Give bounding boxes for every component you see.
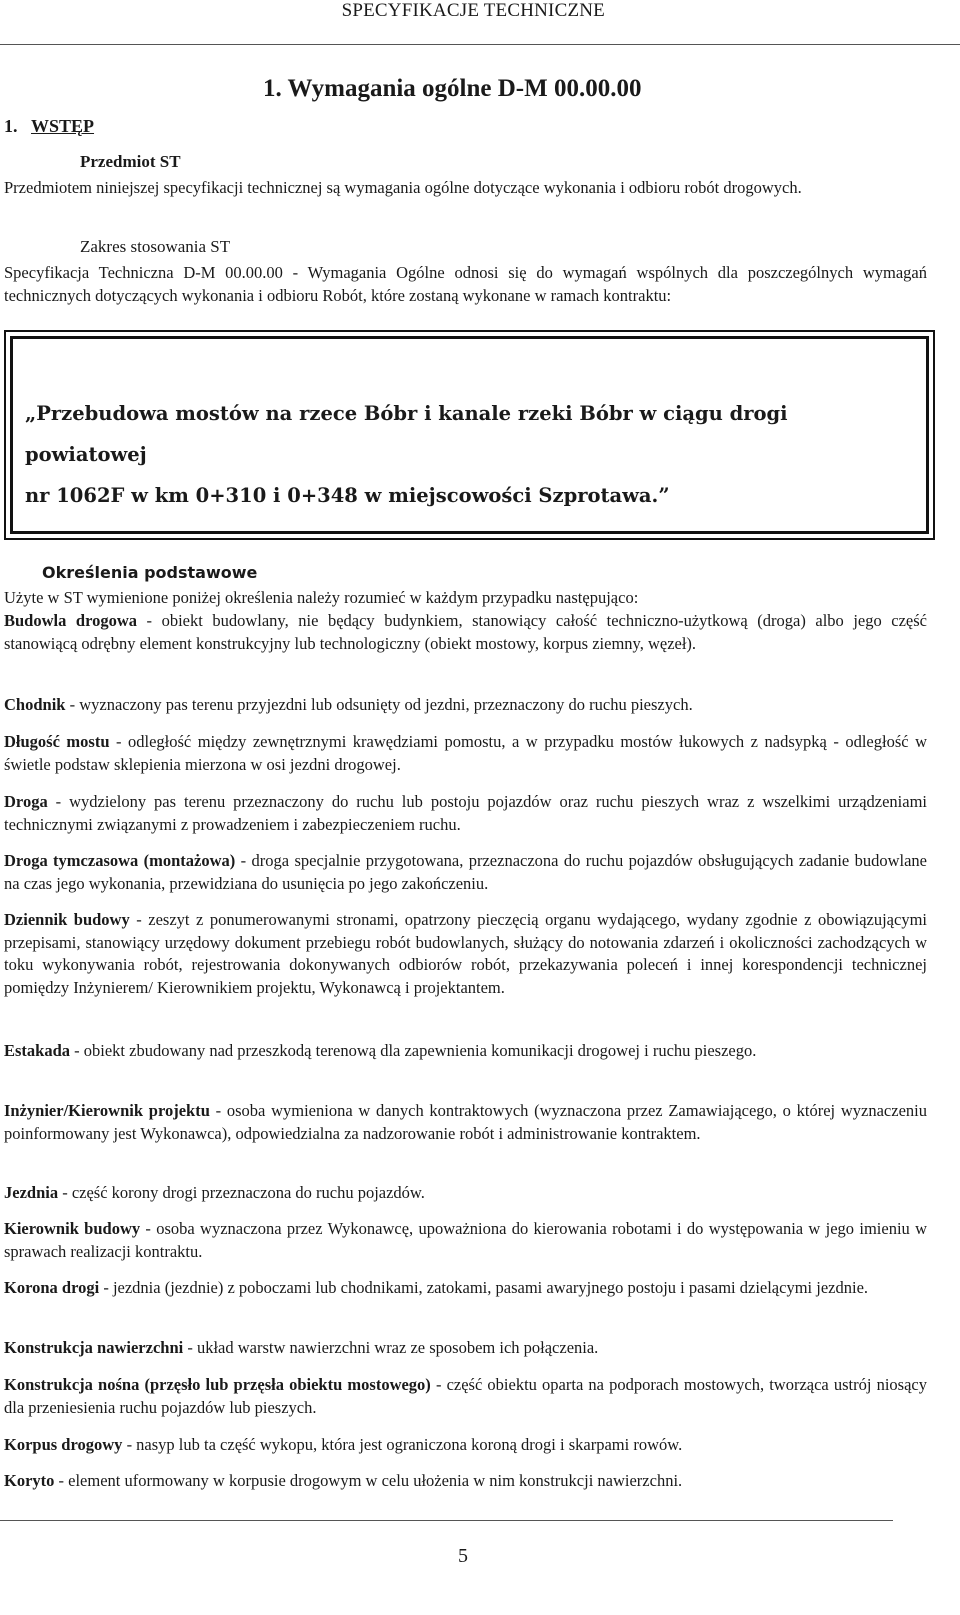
definition-term: Droga xyxy=(4,792,48,811)
definition-term: Chodnik xyxy=(4,695,66,714)
project-name-line-2: nr 1062F w km 0+310 i 0+348 w miejscowości Szprotawa.” xyxy=(25,484,670,507)
definition-term: Konstrukcja nawierzchni xyxy=(4,1338,184,1357)
definition-term: Estakada xyxy=(4,1041,71,1060)
definition-term: Korona drogi xyxy=(4,1278,100,1297)
definition-text: - układ warstw nawierzchni wraz ze sposobem ich połączenia. xyxy=(183,1338,599,1357)
definition-text: - zeszyt z ponumerowanymi stronami, opatrzony pieczęcią organu wydającego, wydany zgodnie z obowiązującymi przepisami, stanowiący urzędowy dokument przebiegu robót budowlanych, służący do notowania zdarzeń i okoliczności zachodzących w toku wykonywania robót, rejestrowania dokonywanych odbiorów robót, przekazywania poleceń i innej korespondencji technicznej pomiędzy Inżynierem/ Kierownikiem projektu, Wykonawcą i projektantem. xyxy=(4,910,927,997)
definition-term: Koryto xyxy=(4,1471,55,1490)
definition-term: Inżynier/Kierownik projektu xyxy=(4,1101,210,1120)
definition-term: Konstrukcja nośna (przęsło lub przęsła obiektu mostowego) xyxy=(4,1375,431,1394)
definition-item xyxy=(4,1374,927,1419)
okreslenia-heading: Określenia podstawowe xyxy=(42,563,258,582)
section-heading xyxy=(4,116,94,137)
definition-term: Droga tymczasowa (montażowa) xyxy=(4,851,236,870)
definition-text: - jezdnia (jezdnie) z poboczami lub chodnikami, zatokami, pasami awaryjnego postoju i pasami dzielącymi jezdnie. xyxy=(99,1278,869,1297)
przedmiot-heading: Przedmiot ST xyxy=(80,152,181,171)
definition-item xyxy=(4,909,927,999)
definition-text: - odległość między zewnętrznymi krawędziami pomostu, a w przypadku mostów łukowych z nadsypką - odległość w świetle podstaw sklepienia mierzona w osi jezdni drogowej. xyxy=(4,732,927,774)
definition-item xyxy=(4,731,927,776)
definition-item xyxy=(4,1040,927,1063)
definition-text: - osoba wymieniona w danych kontraktowych (wyznaczona przez Zamawiającego, o której wyznaczeniu poinformowany jest Wykonawca), odpowiedzialna za nadzorowanie robót i administrowanie kontraktem. xyxy=(4,1101,927,1143)
project-name-line-1: „Przebudowa mostów na rzece Bóbr i kanale rzeki Bóbr w ciągu drogi powiatowej xyxy=(25,402,788,466)
definition-item xyxy=(4,1277,927,1300)
definition-term: Kierownik budowy xyxy=(4,1219,141,1238)
definition-text: - część korony drogi przeznaczona do ruchu pojazdów. xyxy=(58,1183,425,1202)
definition-item xyxy=(4,850,927,895)
zakres-heading: Zakres stosowania ST xyxy=(80,237,231,256)
zakres-text: Specyfikacja Techniczna D-M 00.00.00 - Wymagania Ogólne odnosi się do wymagań wspólnych dla poszczególnych wymagań technicznych dotyczących wykonania i odbioru Robót, które zostaną wykonane w ramach kontraktu: xyxy=(4,263,927,305)
przedmiot-text: Przedmiotem niniejszej specyfikacji technicznej są wymagania ogólne dotyczące wykonania i odbioru robót drogowych. xyxy=(4,178,802,197)
definition-term: Dziennik budowy xyxy=(4,910,130,929)
project-name-box xyxy=(4,330,935,540)
definition-text: - nasyp lub ta część wykopu, która jest ograniczona koroną drogi i skarpami rowów. xyxy=(122,1435,683,1454)
definition-item xyxy=(4,694,927,717)
definition-text: - droga specjalnie przygotowana, przeznaczona do ruchu pojazdów obsługujących zadanie budowlane na czas jego wykonania, przewidziana do usunięcia po jego zakończeniu. xyxy=(4,851,927,893)
document-title: 1. Wymagania ogólne D-M 00.00.00 xyxy=(263,75,642,102)
definition-text: - osoba wyznaczona przez Wykonawcę, upoważniona do kierowania robotami i do występowania w jego imieniu w sprawach realizacji kontraktu. xyxy=(4,1219,927,1261)
definition-term: Budowla drogowa xyxy=(4,611,138,630)
definition-item xyxy=(4,1434,927,1457)
okreslenia-intro: Użyte w ST wymienione poniżej określenia należy rozumieć w każdym przypadku następująco: xyxy=(4,588,639,607)
definition-text: - obiekt budowlany, nie będący budynkiem, stanowiący całość techniczno-użytkową (droga) albo jego część stanowiącą odrębny element konstrukcyjny lub technologiczny (obiekt mostowy, korpus ziemny, węzeł). xyxy=(4,611,927,653)
definition-text: - element uformowany w korpusie drogowym w celu ułożenia w nim konstrukcji nawierzchni. xyxy=(54,1471,683,1490)
definition-text: - wyznaczony pas terenu przyjezdni lub odsunięty od jezdni, przeznaczony do ruchu pieszych. xyxy=(65,695,693,714)
definition-text: - część obiektu oparta na podporach mostowych, tworząca ustrój niosący dla przeniesienia ruchu pojazdów lub pieszych. xyxy=(4,1375,928,1417)
definition-term: Jezdnia xyxy=(4,1183,59,1202)
definition-item xyxy=(4,791,927,836)
header-rule xyxy=(0,44,960,45)
section-number: 1. xyxy=(4,116,18,136)
definition-item xyxy=(4,1182,927,1205)
definition-text: - wydzielony pas terenu przeznaczony do ruchu lub postoju pojazdów oraz ruchu pieszych wraz z wszelkimi urządzeniami technicznymi związanymi z prowadzeniem i zabezpieczeniem ruchu. xyxy=(4,792,927,834)
definition-item xyxy=(4,1100,927,1145)
definition-term: Korpus drogowy xyxy=(4,1435,123,1454)
definition-item xyxy=(4,610,927,655)
definition-item xyxy=(4,1470,927,1493)
project-name-box-inner xyxy=(10,336,929,534)
section-title: WSTĘP xyxy=(31,116,95,136)
project-name xyxy=(25,393,906,516)
definition-item xyxy=(4,1337,927,1360)
definition-item xyxy=(4,1218,927,1263)
running-header: SPECYFIKACJE TECHNICZNE xyxy=(341,0,605,21)
page-number: 5 xyxy=(458,1545,468,1567)
footer-rule xyxy=(0,1520,893,1521)
definition-term: Długość mostu xyxy=(4,732,110,751)
definition-text: - obiekt zbudowany nad przeszkodą terenową dla zapewnienia komunikacji drogowej i ruchu pieszego. xyxy=(70,1041,757,1060)
